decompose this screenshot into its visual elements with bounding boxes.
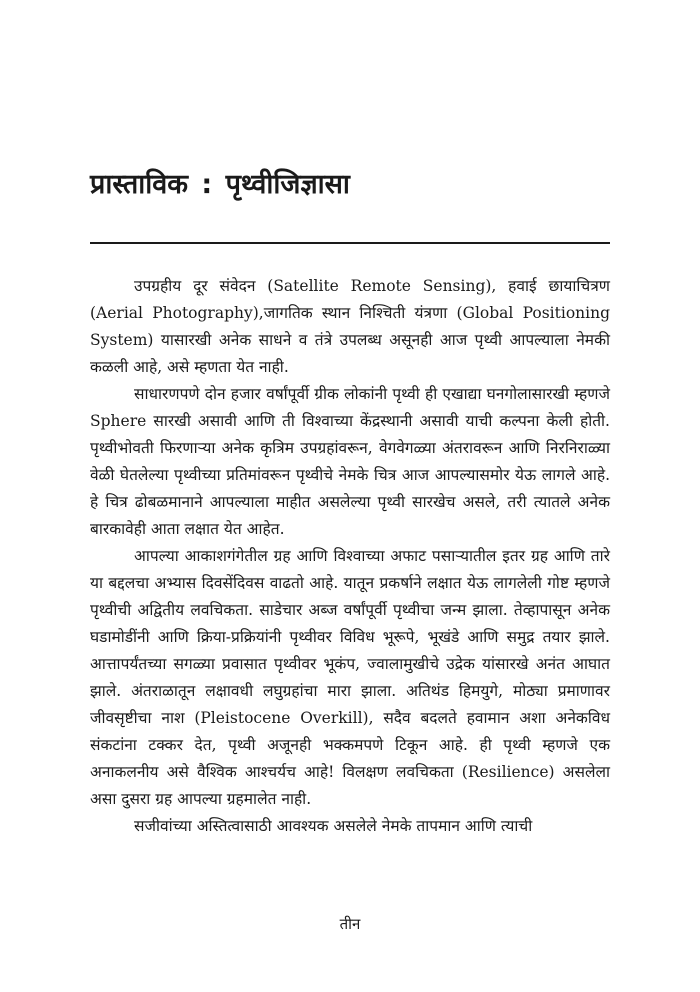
paragraph-remote-sensing: उपग्रहीय दूर संवेदन (Satellite Remote Sensing), हवाई छायाचित्रण (Aerial Photography),जागतिक स्थान निश्चिती यंत्रणा (Global Positioning System) यासारखी अनेक साधने व तंत्रे उपलब्ध असूनही आज पृथ्वी आपल्याला नेमकी कळली आहे, असे म्हणता येत नाही. [90, 277, 610, 376]
chapter-body [90, 273, 610, 840]
title-divider [90, 242, 610, 244]
paragraph-continued: सजीवांच्या अस्तित्वासाठी आवश्यक असलेले नेमके तापमान आणि त्याची [134, 817, 533, 835]
paragraph-earth-resilience: आपल्या आकाशगंगेतील ग्रह आणि विश्वाच्या अफाट पसाऱ्यातील इतर ग्रह आणि तारे या बद्दलचा अभ्यास दिवसेंदिवस वाढतो आहे. यातून प्रकर्षाने लक्षात येऊ लागलेली गोष्ट म्हणजे पृथ्वीची अद्वितीय लवचिकता. साडेचार अब्ज वर्षांपूर्वी पृथ्वीचा जन्म झाला. तेव्हापासून अनेक घडामोडींनी आणि क्रिया-प्रक्रियांनी पृथ्वीवर विविध भूरूपे, भूखंडे आणि समुद्र तयार झाले. आत्तापर्यंतच्या सगळ्या प्रवासात पृथ्वीवर भूकंप, ज्वालामुखीचे उद्रेक यांसारखे अनंत आघात झाले. अंतराळातून लक्षावधी लघुग्रहांचा मारा झाला. अतिथंड हिमयुगे, मोठ्या प्रमाणावर जीवसृष्टीचा नाश (Pleistocene Overkill), सदैव बदलते हवामान अशा अनेकविध संकटांना टक्कर देत, पृथ्वी अजूनही भक्कमपणे टिकून आहे. ही पृथ्वी म्हणजे एक अनाकलनीय असे वैश्विक आश्चर्यच आहे! विलक्षण लवचिकता (Resilience) असलेला असा दुसरा ग्रह आपल्या ग्रहमालेत नाही. [90, 547, 610, 808]
page-number: तीन [339, 915, 361, 933]
paragraph-greek-sphere: साधारणपणे दोन हजार वर्षांपूर्वी ग्रीक लोकांनी पृथ्वी ही एखाद्या घनगोलासारखी म्हणजे Sphere सारखी असावी आणि ती विश्वाच्या केंद्रस्थानी असावी याची कल्पना केली होती. पृथ्वीभोवती फिरणाऱ्या अनेक कृत्रिम उपग्रहांवरून, वेगवेगळ्या अंतरावरून आणि निरनिराळ्या वेळी घेतलेल्या पृथ्वीच्या प्रतिमांवरून पृथ्वीचे नेमके चित्र आज आपल्यासमोर येऊ लागले आहे. हे चित्र ढोबळमानाने आपल्याला माहीत असलेल्या पृथ्वी सारखेच असले, तरी त्यातले अनेक बारकावेही आता लक्षात येत आहेत. [90, 385, 610, 538]
chapter-title: प्रास्ताविक : पृथ्वीजिज्ञासा [90, 169, 350, 200]
